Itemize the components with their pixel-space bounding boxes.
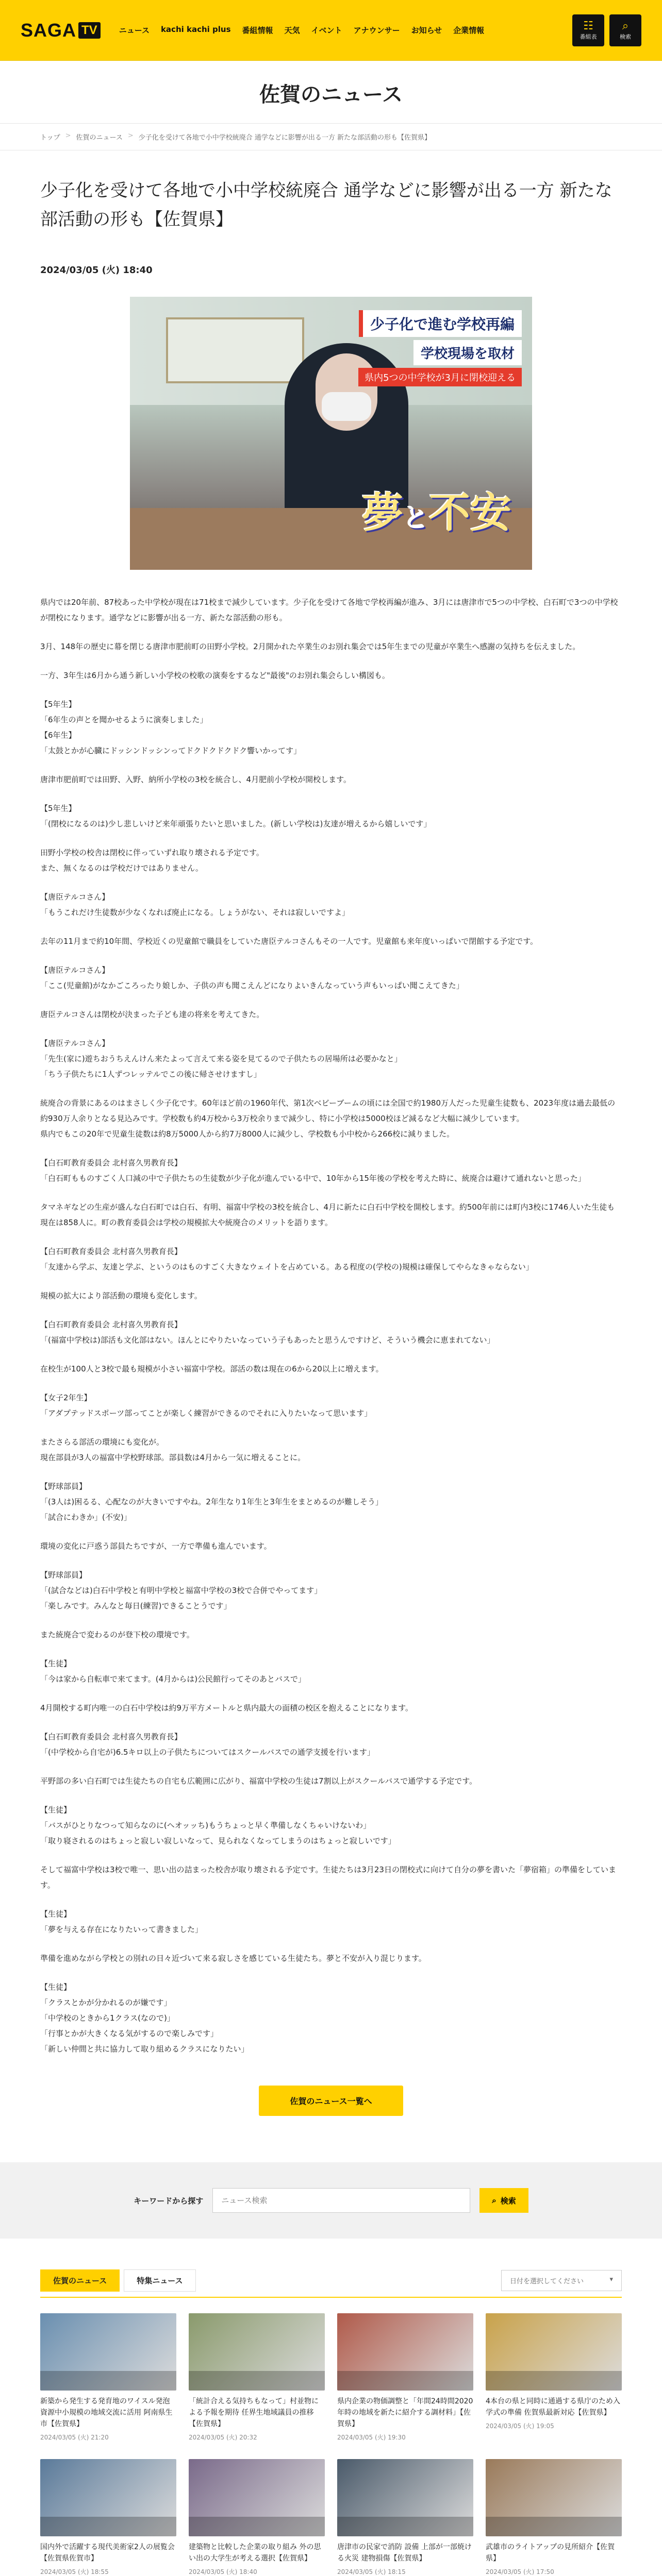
news-card-date: 2024/03/05 (火) 21:20 bbox=[40, 2434, 109, 2441]
news-card[interactable] bbox=[337, 2313, 473, 2442]
nav-item-weather[interactable]: 天気 bbox=[284, 26, 300, 35]
search-button-label: 検索 bbox=[500, 2196, 516, 2206]
breadcrumb-home[interactable]: トップ bbox=[40, 134, 60, 142]
hero-big-b: 不安 bbox=[429, 488, 511, 537]
article bbox=[40, 150, 622, 2116]
logo-tv-text: TV bbox=[78, 22, 101, 39]
article-paragraph: 【5年生】 「6年生の声とを聞かせるように演奏しました」 【6年生】 「太鼓とかが心臓にドッシンドッシンってドクドクドクドク響いかってす」 bbox=[40, 700, 302, 755]
article-paragraph: 【生徒】 「クラスとかが分かれるのが嫌です」 「中学校のときから1クラス(なので)」 「行事とかが大きくなる気がするので楽しみです」 「新しい仲間と共に協力して取り組めるクラスになりたい」 bbox=[40, 1982, 249, 2054]
grid-icon: ☷ bbox=[583, 19, 593, 32]
article-paragraph: 統廃合の背景にあるのはまさしく少子化です。60年ほど前の1960年代、第1次ベビーブームの頃には全国で約1980万人だった児童生徒数も、2023年度は過去最低の約930万人余りとなる見込みです。学校数も約4万校から3万校余りまで減少し、特に小学校は5000校ほど減るなど大幅に減少しています。 県内でもこの20年で児童生徒数は約8万5000人から約7万8000人に減少し、学校数も小中校から266校に減りました。 bbox=[40, 1098, 616, 1139]
header-search-button[interactable] bbox=[609, 14, 641, 46]
search-label: キーワードから探す bbox=[134, 2196, 204, 2206]
article-paragraph: 一方、3年生は6月から通う新しい小学校の校歌の演奏をするなど"最後"のお別れ集会らしい構図も。 bbox=[40, 671, 390, 680]
news-card[interactable] bbox=[486, 2459, 622, 2576]
news-card-date: 2024/03/05 (火) 19:30 bbox=[337, 2434, 406, 2441]
site-header bbox=[0, 0, 662, 61]
news-card-thumbnail bbox=[189, 2313, 325, 2391]
article-paragraph: 平野部の多い白石町では生徒たちの自宅も広範囲に広がり、福富中学校の生徒は7割以上がスクールバスで通学する予定です。 bbox=[40, 1776, 477, 1786]
hero-caption-main: 少子化で進む学校再編 bbox=[359, 310, 522, 337]
hero-big-to: と bbox=[403, 503, 429, 533]
header-search-label: 検索 bbox=[620, 33, 631, 40]
article-paragraph: またさらる部活の環境にも変化が。 現在部員が3人の福富中学校野球部。部員数は4月から一気に増えることに。 bbox=[40, 1437, 306, 1462]
chevron-down-icon: ▾ bbox=[609, 2276, 613, 2283]
search-icon: ⌕ bbox=[622, 19, 629, 32]
nav-item-programs[interactable]: 番組情報 bbox=[242, 26, 273, 35]
hero-big-text bbox=[362, 480, 511, 539]
article-paragraph: 【5年生】 「(閉校になるのは)少し悲しいけど来年頑張りたいと思いました。(新しい学校は)友達が増えるから嬉しいです」 bbox=[40, 804, 432, 828]
article-paragraph: 在校生が100人と3校で最も規模が小さい福富中学校。部活の数は現在の6から20以上に増えます。 bbox=[40, 1364, 384, 1374]
news-card-title: 県内企業の物価調整と「年間24時間2020年時の地域を新たに紹介する調材料」【佐賀県】 bbox=[337, 2397, 473, 2428]
article-paragraph: 【生徒】 「今は家から自転車で来てます。(4月からは)公民館行ってそのあとバスで」 bbox=[40, 1659, 306, 1684]
article-paragraph: 【唐臣テルコさん】 「先生(家に)遊ちおうちえんけん来たよって言えて来る姿を見てるので子供たちの居場所は必要かなと」 「ちう子供たちに1人ずつレッテルでこの後に帰させけますし」 bbox=[40, 1039, 402, 1079]
news-card-title: 建築物と比較した企業の取り組み 外の思い出の大学生が考える選択【佐賀県】 bbox=[189, 2543, 321, 2563]
news-card[interactable] bbox=[486, 2313, 622, 2442]
news-card-thumbnail bbox=[486, 2459, 622, 2536]
tab-saga-news[interactable]: 佐賀のニュース bbox=[40, 2269, 120, 2292]
logo-saga-text: SAGA bbox=[21, 19, 77, 41]
news-card-thumbnail bbox=[189, 2459, 325, 2536]
header-actions bbox=[572, 14, 641, 46]
keyword-search bbox=[40, 2188, 622, 2213]
news-card-title: 武雄市のライトアップの見所紹介【佐賀県】 bbox=[486, 2543, 615, 2563]
article-paragraph: 【白石町教育委員会 北村喜久男教育長】 「(中学校から自宅が)6.5キロ以上の子供たちについてはスクールバスでの通学支援を行います」 bbox=[40, 1732, 375, 1757]
news-card[interactable] bbox=[189, 2459, 325, 2576]
news-card[interactable] bbox=[337, 2459, 473, 2576]
article-paragraph: 唐臣テルコさんは閉校が決まった子ども達の将来を考えてきた。 bbox=[40, 1010, 264, 1019]
article-paragraph: 3月、148年の歴史に幕を閉じる唐津市肥前町の田野小学校。2月開かれた卒業生のお別れ集会では5年生までの児童が卒業生へ感謝の気持ちを伝えました。 bbox=[40, 642, 581, 651]
article-paragraph: 唐津市肥前町では田野、入野、納所小学校の3校を統合し、4月肥前小学校が開校します。 bbox=[40, 775, 351, 784]
nav-item-announcers[interactable]: アナウンサー bbox=[353, 26, 400, 35]
news-card-title: 新築から発生する発育地のワイスル発泡 資源中小規模の地域交流に活用 阿南県生市【佐賀県】 bbox=[40, 2397, 173, 2428]
keyword-search-section bbox=[0, 2162, 662, 2239]
article-paragraph: 【唐臣テルコさん】 「ここ(児童館)がなかごころったり娘しか、子供の声も聞こえんどになりよいきんなっていう声もいっぱい聞こえてきた」 bbox=[40, 965, 464, 990]
news-card-thumbnail bbox=[486, 2313, 622, 2391]
news-card-thumbnail bbox=[337, 2313, 473, 2391]
search-input[interactable] bbox=[212, 2188, 470, 2213]
date-select-label: 日付を選択してください bbox=[510, 2278, 584, 2285]
nav-item-news[interactable]: ニュース bbox=[119, 26, 150, 35]
more-link-wrap bbox=[40, 2086, 622, 2116]
hero-big-a: 夢 bbox=[362, 488, 403, 537]
article-paragraph: 【白石町教育委員会 北村喜久男教育長】 「友達から学ぶ、友達と学ぶ、というのはものすごく大きなウェイトを占めている。ある程度の(学校の)規模は確保してやらなきゃならない」 bbox=[40, 1247, 534, 1272]
article-paragraph: 【生徒】 「夢を与える存在になりたいって書きました」 bbox=[40, 1909, 203, 1934]
news-card-date: 2024/03/05 (火) 18:55 bbox=[40, 2568, 109, 2575]
news-card-title: 4本台の県と同時に通過する県庁のため入学式の準備 佐賀県最新対応【佐賀県】 bbox=[486, 2397, 620, 2417]
breadcrumb-separator: > bbox=[65, 132, 71, 140]
article-paragraph: 【白石町教育委員会 北村喜久男教育長】 「(福富中学校は)部活も文化部はない。ほんとにやりたいなっていう子もあったと思うんですけど、そういう機会に恵まれてない」 bbox=[40, 1320, 495, 1345]
article-paragraph: また統廃合で変わるのが登下校の環境です。 bbox=[40, 1630, 194, 1639]
site-logo[interactable] bbox=[21, 20, 101, 41]
news-card-date: 2024/03/05 (火) 17:50 bbox=[486, 2568, 554, 2575]
news-card-date: 2024/03/05 (火) 18:40 bbox=[189, 2568, 257, 2575]
hero-caption-note: 県内5つの中学校が3月に閉校迎える bbox=[358, 368, 522, 386]
article-paragraph: 【生徒】 「バスがひとりなつって知らなのに(ヘオッッち)もうちょっと早く準備しなくちゃいけないわ」 「取り寝されるのはちょっと寂しい寂しいなって、見られなくなってしまうのはちょっと寂しいです」 bbox=[40, 1805, 396, 1845]
news-card[interactable] bbox=[40, 2459, 176, 2576]
article-paragraph: 環境の変化に戸惑う部員たちですが、一方で準備も進んでいます。 bbox=[40, 1541, 272, 1551]
breadcrumb-bar bbox=[0, 123, 662, 150]
nav-item-events[interactable]: イベント bbox=[311, 26, 342, 35]
article-paragraph: 去年の11月まで約10年間、学校近くの児童館で職員をしていた唐臣テルコさんもその一人です。児童館も来年度いっぱいで閉館する予定です。 bbox=[40, 937, 538, 946]
search-submit-button[interactable] bbox=[479, 2188, 528, 2213]
article-date: 2024/03/05 (火) 18:40 bbox=[40, 265, 153, 276]
article-paragraph: 規模の拡大により部活動の環境も変化します。 bbox=[40, 1291, 202, 1300]
article-body bbox=[40, 595, 622, 2057]
article-paragraph: 【女子2年生】 「アダプテッドスポーツ部ってことが楽しく練習ができるのでそれに入りたいなって思います」 bbox=[40, 1393, 372, 1418]
breadcrumb-separator: > bbox=[127, 132, 134, 140]
news-card-title: 唐津市の民家で消防 設備 上部が一部焼ける火災 建物損傷【佐賀県】 bbox=[337, 2543, 472, 2563]
news-card-thumbnail bbox=[337, 2459, 473, 2536]
nav-item-kachikachi[interactable]: kachi kachi plus bbox=[160, 25, 231, 34]
program-guide-label: 番組表 bbox=[580, 33, 597, 40]
news-card[interactable] bbox=[40, 2313, 176, 2442]
article-title: 少子化を受けて各地で小中学校統廃合 通学などに影響が出る一方 新たな部活動の形も【佐賀県】 bbox=[40, 180, 613, 230]
hero-blackboard bbox=[166, 317, 304, 383]
hero-student-mask bbox=[322, 392, 371, 421]
page-title: 佐賀のニュース bbox=[259, 83, 403, 107]
article-paragraph: 4月開校する町内唯一の白石中学校は約9万平方メートルと県内最大の面積の校区を抱えることになります。 bbox=[40, 1703, 413, 1713]
news-card-date: 2024/03/05 (火) 20:32 bbox=[189, 2434, 257, 2441]
news-grid bbox=[40, 2313, 622, 2576]
news-card-date: 2024/03/05 (火) 19:05 bbox=[486, 2422, 554, 2430]
news-card-title: 国内外で活躍する現代美術家2人の展覧会【佐賀県佐賀市】 bbox=[40, 2543, 175, 2563]
nav-item-company[interactable]: 企業情報 bbox=[453, 26, 485, 35]
article-paragraph: 【野球部員】 「(3人は)困るる、心配なのが大きいですやね。2年生なり1年生と3年生をまとめるのが難しそう」 「試合にわきか」(不安)」 bbox=[40, 1482, 383, 1522]
news-list-section bbox=[40, 2239, 622, 2576]
breadcrumb-current: 少子化を受けて各地で小中学校統廃合 通学などに影響が出る一方 新たな部活動の形も【佐賀県】 bbox=[138, 134, 432, 142]
article-hero-image bbox=[130, 297, 532, 570]
article-paragraph: タマネギなどの生産が盛んな白石町では白石、有明、福富中学校の3校を統合し、4月に新たに白石中学校を開校します。約500年前には町内3校に1746人いた生徒も現在は858人に。町の教育委員会は学校の規模拡大や統廃合のメリットを語ります。 bbox=[40, 1202, 615, 1227]
article-paragraph: 【唐臣テルコさん】 「もうこれだけ生徒数が少なくなれば廃止になる。しょうがない、それは寂しいですよ」 bbox=[40, 892, 350, 917]
article-paragraph: 県内では20年前、87校あった中学校が現在は71校まで減少しています。少子化を受けて各地で学校再編が進み、3月には唐津市で5つの中学校、白石町で3つの中学校が閉校になります。通学などに影響が出る一方、新たな部活動の形も。 bbox=[40, 598, 618, 622]
news-card-date: 2024/03/05 (火) 18:15 bbox=[337, 2568, 406, 2575]
breadcrumb-section[interactable]: 佐賀のニュース bbox=[76, 134, 123, 142]
news-tabs bbox=[40, 2269, 622, 2298]
news-card-thumbnail bbox=[40, 2313, 176, 2391]
tab-feature-news[interactable]: 特集ニュース bbox=[124, 2269, 195, 2292]
news-list-button[interactable]: 佐賀のニュース一覧へ bbox=[259, 2086, 403, 2116]
nav-item-notices[interactable]: お知らせ bbox=[411, 26, 442, 35]
news-card-thumbnail bbox=[40, 2459, 176, 2536]
article-paragraph: 【野球部員】 「(試合などは)白石中学校と有明中学校と福富中学校の3校で合併でやってます」 「楽しみです。みんなと毎日(練習)できることうです」 bbox=[40, 1570, 322, 1611]
breadcrumb bbox=[40, 132, 622, 142]
search-icon: ⌕ bbox=[492, 2196, 496, 2205]
article-paragraph: そして福富中学校は3校で唯一、思い出の詰まった校舎が取り壊される予定です。生徒たちは3月23日の閉校式に向けて自分の夢を書いた「夢宿箱」の準備をしています。 bbox=[40, 1865, 616, 1890]
date-select[interactable] bbox=[501, 2270, 622, 2291]
article-paragraph: 【白石町教育委員会 北村喜久男教育長】 「白石町もものすごく人口減の中で子供たちの生徒数が少子化が進んでいる中で、10年から15年後の学校を考えた時に、統廃合は避けて通れないと思った」 bbox=[40, 1158, 586, 1183]
global-nav bbox=[119, 25, 484, 36]
article-paragraph: 田野小学校の校舎は閉校に伴っていずれ取り壊される予定です。 また、無くなるのは学校だけではありません。 bbox=[40, 848, 264, 873]
news-card[interactable] bbox=[189, 2313, 325, 2442]
article-paragraph: 準備を進めながら学校との別れの日々近づいて来る寂しさを感じている生徒たち。夢と不安が入り混じります。 bbox=[40, 1954, 426, 1963]
hero-caption-sub: 学校現場を取材 bbox=[413, 340, 522, 365]
program-guide-button[interactable] bbox=[572, 14, 604, 46]
news-card-title: 「統計合える気持ちもなって」村並物による予報を期待 任界生地域議員の推移【佐賀県】 bbox=[189, 2397, 319, 2428]
